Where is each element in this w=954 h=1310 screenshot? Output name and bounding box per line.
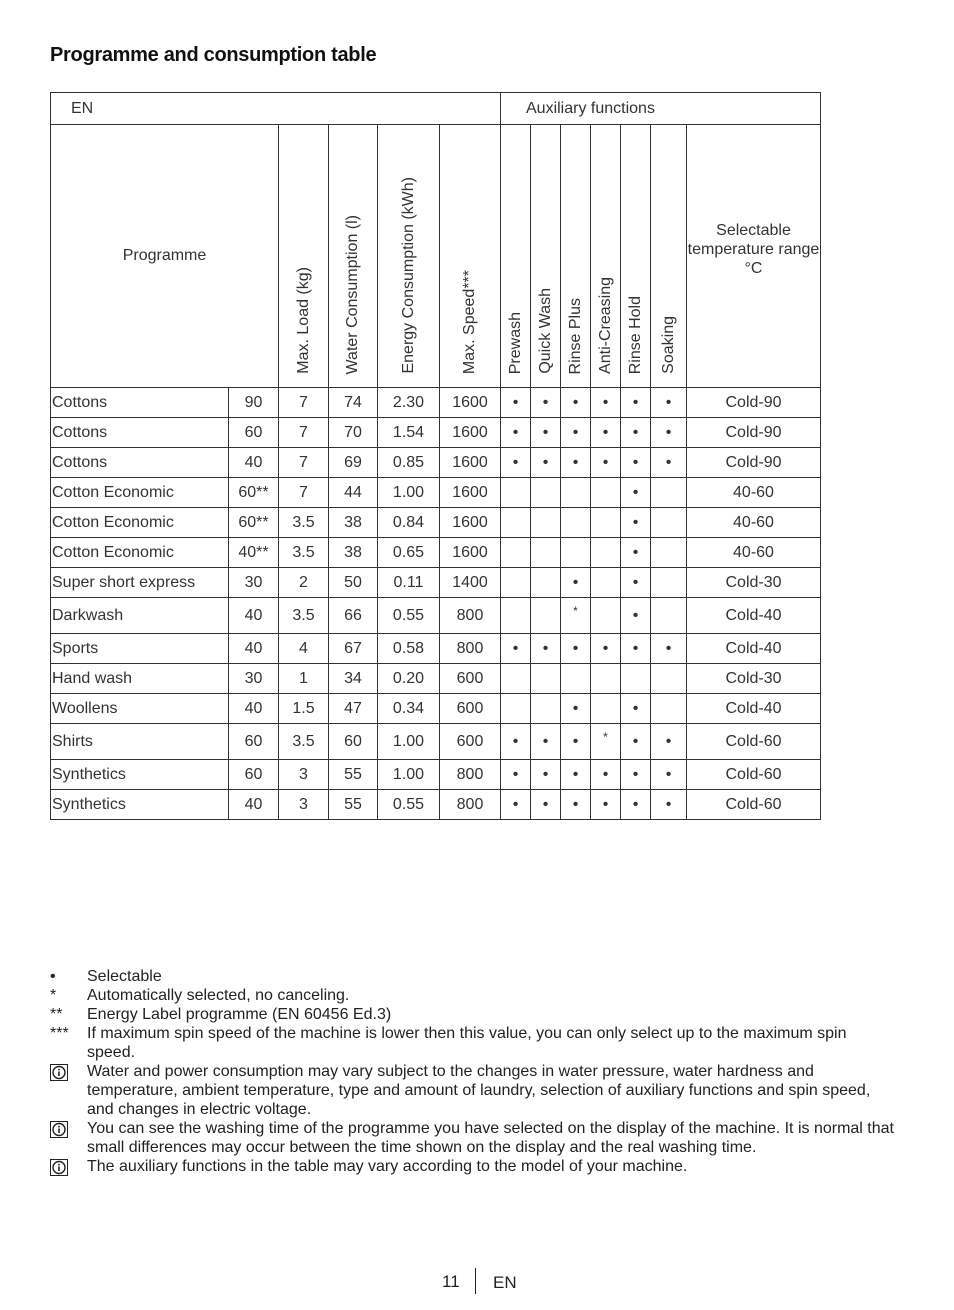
- soaking-cell: [651, 568, 687, 598]
- legend-item: [50, 1024, 895, 1062]
- anti-creasing-cell: •: [591, 388, 621, 418]
- water-consumption-cell: 67: [329, 634, 378, 664]
- water-consumption-cell: 55: [329, 760, 378, 790]
- temperature-range-cell: 40-60: [687, 508, 821, 538]
- energy-consumption-cell: 0.85: [378, 448, 440, 478]
- max-load-cell: 4: [279, 634, 329, 664]
- rinse-plus-cell: •: [561, 634, 591, 664]
- max-speed-cell: 600: [440, 724, 501, 760]
- max-load-cell: 3: [279, 760, 329, 790]
- programme-name-cell: Cottons: [51, 388, 229, 418]
- prewash-cell: [501, 538, 531, 568]
- prewash-cell: [501, 478, 531, 508]
- rinse-hold-cell: •: [621, 418, 651, 448]
- legend-text: Automatically selected, no canceling.: [87, 987, 350, 1004]
- quick-wash-cell: [531, 508, 561, 538]
- note-text: Water and power consumption may vary subject to the changes in water pressure, water hardness and temperature, ambient temperature, type and amount of laundry, selection of auxiliary functions and spin speed, and changes in electric voltage.: [87, 1063, 871, 1118]
- anti-creasing-cell: *: [591, 724, 621, 760]
- anti-creasing-cell: •: [591, 634, 621, 664]
- anti-creasing-header: Anti-Creasing: [591, 125, 621, 388]
- temperature-cell: 60: [229, 724, 279, 760]
- max-load-cell: 3.5: [279, 538, 329, 568]
- programme-name-cell: Super short express: [51, 568, 229, 598]
- soaking-header: Soaking: [651, 125, 687, 388]
- max-load-cell: 2: [279, 568, 329, 598]
- programme-name-cell: Cottons: [51, 448, 229, 478]
- water-consumption-cell: 70: [329, 418, 378, 448]
- water-consumption-cell: 60: [329, 724, 378, 760]
- temperature-range-cell: Cold-40: [687, 694, 821, 724]
- quick-wash-cell: •: [531, 388, 561, 418]
- rinse-hold-cell: •: [621, 538, 651, 568]
- anti-creasing-cell: [591, 568, 621, 598]
- programme-name-cell: Cotton Economic: [51, 508, 229, 538]
- soaking-cell: •: [651, 724, 687, 760]
- legend-item: [50, 986, 895, 1005]
- water-consumption-cell: 74: [329, 388, 378, 418]
- quick-wash-cell: •: [531, 724, 561, 760]
- energy-consumption-cell: 0.65: [378, 538, 440, 568]
- max-load-cell: 7: [279, 418, 329, 448]
- rinse-hold-cell: •: [621, 568, 651, 598]
- water-consumption-cell: 69: [329, 448, 378, 478]
- temperature-range-cell: Cold-60: [687, 724, 821, 760]
- prewash-cell: •: [501, 448, 531, 478]
- energy-consumption-cell: 2.30: [378, 388, 440, 418]
- max-load-cell: 7: [279, 448, 329, 478]
- info-note: [50, 1157, 895, 1179]
- energy-consumption-cell: 0.55: [378, 598, 440, 634]
- prewash-cell: [501, 694, 531, 724]
- max-speed-cell: 1600: [440, 538, 501, 568]
- rinse-plus-cell: •: [561, 790, 591, 820]
- prewash-cell: •: [501, 790, 531, 820]
- rinse-plus-cell: •: [561, 388, 591, 418]
- legend-item: [50, 1005, 895, 1024]
- programme-name-cell: Cotton Economic: [51, 538, 229, 568]
- max-speed-cell: 800: [440, 598, 501, 634]
- rinse-plus-cell: [561, 664, 591, 694]
- table-row: [51, 694, 821, 724]
- max-speed-cell: 1600: [440, 448, 501, 478]
- programme-name-cell: Shirts: [51, 724, 229, 760]
- anti-creasing-cell: [591, 478, 621, 508]
- rinse-hold-cell: [621, 664, 651, 694]
- energy-consumption-cell: 0.34: [378, 694, 440, 724]
- info-note: [50, 1062, 895, 1119]
- prewash-cell: [501, 598, 531, 634]
- soaking-cell: [651, 664, 687, 694]
- legend-text: Energy Label programme (EN 60456 Ed.3): [87, 1006, 392, 1023]
- legend-text: Selectable: [87, 968, 162, 985]
- prewash-cell: •: [501, 418, 531, 448]
- table-row: [51, 538, 821, 568]
- prewash-cell: [501, 664, 531, 694]
- rinse-hold-header: Rinse Hold: [621, 125, 651, 388]
- rinse-hold-cell: •: [621, 760, 651, 790]
- info-icon: [50, 1121, 68, 1138]
- temperature-range-cell: 40-60: [687, 538, 821, 568]
- quick-wash-cell: •: [531, 760, 561, 790]
- table-row: [51, 760, 821, 790]
- temperature-range-header: Selectable temperature range °C: [687, 125, 821, 388]
- soaking-cell: •: [651, 790, 687, 820]
- quick-wash-cell: [531, 478, 561, 508]
- temperature-range-cell: Cold-40: [687, 598, 821, 634]
- rinse-hold-cell: •: [621, 388, 651, 418]
- quick-wash-cell: [531, 568, 561, 598]
- quick-wash-cell: •: [531, 790, 561, 820]
- temperature-cell: 60: [229, 760, 279, 790]
- max-load-header: Max. Load (kg): [279, 125, 329, 388]
- rinse-hold-cell: •: [621, 694, 651, 724]
- water-consumption-header: Water Consumption (l): [329, 125, 378, 388]
- temperature-cell: 60**: [229, 508, 279, 538]
- soaking-cell: [651, 538, 687, 568]
- temperature-cell: 30: [229, 664, 279, 694]
- footer-divider: [475, 1268, 476, 1294]
- max-load-cell: 3.5: [279, 508, 329, 538]
- rinse-hold-cell: •: [621, 448, 651, 478]
- rinse-plus-cell: •: [561, 448, 591, 478]
- page-number: 11: [442, 1272, 460, 1291]
- max-load-cell: 3.5: [279, 598, 329, 634]
- energy-consumption-header: Energy Consumption (kWh): [378, 125, 440, 388]
- programme-name-cell: Sports: [51, 634, 229, 664]
- max-load-cell: 3: [279, 790, 329, 820]
- max-speed-cell: 1600: [440, 478, 501, 508]
- anti-creasing-cell: [591, 538, 621, 568]
- programme-name-cell: Darkwash: [51, 598, 229, 634]
- programme-name-cell: Cottons: [51, 418, 229, 448]
- rinse-hold-cell: •: [621, 508, 651, 538]
- legend-item: [50, 967, 895, 986]
- energy-consumption-cell: 0.58: [378, 634, 440, 664]
- energy-consumption-cell: 0.11: [378, 568, 440, 598]
- prewash-cell: •: [501, 634, 531, 664]
- legend-text: If maximum spin speed of the machine is lower then this value, you can only select up to the maximum spin speed.: [87, 1025, 847, 1061]
- note-text: You can see the washing time of the programme you have selected on the display of the machine. It is normal that small differences may occur between the time shown on the display and the real washing time.: [87, 1120, 894, 1156]
- temperature-range-cell: Cold-90: [687, 388, 821, 418]
- rinse-hold-cell: •: [621, 790, 651, 820]
- temperature-cell: 30: [229, 568, 279, 598]
- water-consumption-cell: 50: [329, 568, 378, 598]
- temperature-cell: 60**: [229, 478, 279, 508]
- quick-wash-cell: •: [531, 448, 561, 478]
- max-speed-cell: 1600: [440, 508, 501, 538]
- max-load-cell: 3.5: [279, 724, 329, 760]
- prewash-cell: •: [501, 388, 531, 418]
- legend: [50, 967, 895, 1179]
- temperature-cell: 40: [229, 634, 279, 664]
- soaking-cell: •: [651, 760, 687, 790]
- programme-name-cell: Synthetics: [51, 760, 229, 790]
- table-row: [51, 388, 821, 418]
- max-speed-cell: 600: [440, 694, 501, 724]
- table-row: [51, 634, 821, 664]
- info-icon: [50, 1064, 68, 1081]
- page-title: Programme and consumption table: [50, 44, 377, 66]
- table-row: [51, 418, 821, 448]
- soaking-cell: [651, 598, 687, 634]
- soaking-cell: [651, 694, 687, 724]
- temperature-range-cell: Cold-30: [687, 568, 821, 598]
- water-consumption-cell: 47: [329, 694, 378, 724]
- quick-wash-header: Quick Wash: [531, 125, 561, 388]
- quick-wash-cell: [531, 664, 561, 694]
- temperature-range-cell: Cold-90: [687, 448, 821, 478]
- temperature-cell: 40: [229, 448, 279, 478]
- prewash-cell: •: [501, 760, 531, 790]
- rinse-plus-cell: [561, 538, 591, 568]
- anti-creasing-cell: •: [591, 790, 621, 820]
- table-row: [51, 568, 821, 598]
- temperature-range-cell: Cold-60: [687, 790, 821, 820]
- soaking-cell: •: [651, 448, 687, 478]
- water-consumption-cell: 66: [329, 598, 378, 634]
- table-language-label: EN: [51, 93, 501, 125]
- legend-symbol: •: [50, 968, 56, 985]
- soaking-cell: [651, 478, 687, 508]
- anti-creasing-cell: [591, 508, 621, 538]
- quick-wash-cell: •: [531, 418, 561, 448]
- note-text: The auxiliary functions in the table may vary according to the model of your machine.: [87, 1158, 688, 1175]
- temperature-range-cell: Cold-90: [687, 418, 821, 448]
- water-consumption-cell: 38: [329, 538, 378, 568]
- rinse-plus-cell: •: [561, 568, 591, 598]
- table-row: [51, 724, 821, 760]
- table-row: [51, 664, 821, 694]
- rinse-plus-cell: *: [561, 598, 591, 634]
- water-consumption-cell: 44: [329, 478, 378, 508]
- max-load-cell: 7: [279, 478, 329, 508]
- legend-symbol: ***: [50, 1025, 69, 1042]
- table-row: [51, 508, 821, 538]
- auxiliary-functions-header: Auxiliary functions: [501, 93, 821, 125]
- legend-symbol: **: [50, 1006, 63, 1023]
- max-speed-cell: 600: [440, 664, 501, 694]
- rinse-plus-cell: [561, 478, 591, 508]
- temperature-cell: 40**: [229, 538, 279, 568]
- rinse-plus-cell: •: [561, 724, 591, 760]
- temperature-range-cell: Cold-60: [687, 760, 821, 790]
- water-consumption-cell: 38: [329, 508, 378, 538]
- rinse-plus-cell: •: [561, 418, 591, 448]
- energy-consumption-cell: 1.00: [378, 760, 440, 790]
- programme-table: [50, 92, 821, 820]
- prewash-cell: [501, 568, 531, 598]
- temperature-cell: 60: [229, 418, 279, 448]
- energy-consumption-cell: 1.54: [378, 418, 440, 448]
- anti-creasing-cell: [591, 598, 621, 634]
- energy-consumption-cell: 0.84: [378, 508, 440, 538]
- max-speed-cell: 800: [440, 760, 501, 790]
- rinse-hold-cell: •: [621, 598, 651, 634]
- max-load-cell: 7: [279, 388, 329, 418]
- temperature-cell: 90: [229, 388, 279, 418]
- prewash-header: Prewash: [501, 125, 531, 388]
- anti-creasing-cell: •: [591, 760, 621, 790]
- programme-name-cell: Synthetics: [51, 790, 229, 820]
- soaking-cell: [651, 508, 687, 538]
- rinse-plus-cell: •: [561, 760, 591, 790]
- soaking-cell: •: [651, 388, 687, 418]
- programme-name-cell: Cotton Economic: [51, 478, 229, 508]
- rinse-plus-cell: •: [561, 694, 591, 724]
- rinse-hold-cell: •: [621, 478, 651, 508]
- temperature-range-cell: Cold-40: [687, 634, 821, 664]
- quick-wash-cell: •: [531, 634, 561, 664]
- temperature-cell: 40: [229, 598, 279, 634]
- energy-consumption-cell: 0.20: [378, 664, 440, 694]
- max-load-cell: 1: [279, 664, 329, 694]
- rinse-plus-header: Rinse Plus: [561, 125, 591, 388]
- rinse-hold-cell: •: [621, 634, 651, 664]
- quick-wash-cell: [531, 694, 561, 724]
- table-row: [51, 478, 821, 508]
- soaking-cell: •: [651, 634, 687, 664]
- energy-consumption-cell: 0.55: [378, 790, 440, 820]
- max-speed-cell: 800: [440, 790, 501, 820]
- programme-name-cell: Woollens: [51, 694, 229, 724]
- temperature-cell: 40: [229, 790, 279, 820]
- quick-wash-cell: [531, 538, 561, 568]
- info-icon: [50, 1159, 68, 1176]
- prewash-cell: [501, 508, 531, 538]
- quick-wash-cell: [531, 598, 561, 634]
- table-row: [51, 448, 821, 478]
- energy-consumption-cell: 1.00: [378, 478, 440, 508]
- footer-language: EN: [493, 1273, 517, 1292]
- rinse-plus-cell: [561, 508, 591, 538]
- anti-creasing-cell: •: [591, 448, 621, 478]
- rinse-hold-cell: •: [621, 724, 651, 760]
- anti-creasing-cell: •: [591, 418, 621, 448]
- max-load-cell: 1.5: [279, 694, 329, 724]
- table-row: [51, 598, 821, 634]
- anti-creasing-cell: [591, 694, 621, 724]
- water-consumption-cell: 34: [329, 664, 378, 694]
- anti-creasing-cell: [591, 664, 621, 694]
- max-speed-cell: 1600: [440, 388, 501, 418]
- legend-symbol: *: [50, 987, 57, 1004]
- max-speed-cell: 800: [440, 634, 501, 664]
- programme-header: Programme: [51, 125, 279, 388]
- info-note: [50, 1119, 895, 1157]
- programme-name-cell: Hand wash: [51, 664, 229, 694]
- table-row: [51, 790, 821, 820]
- soaking-cell: •: [651, 418, 687, 448]
- energy-consumption-cell: 1.00: [378, 724, 440, 760]
- water-consumption-cell: 55: [329, 790, 378, 820]
- temperature-range-cell: Cold-30: [687, 664, 821, 694]
- temperature-range-cell: 40-60: [687, 478, 821, 508]
- max-speed-cell: 1400: [440, 568, 501, 598]
- max-speed-header: Max. Speed***: [440, 125, 501, 388]
- prewash-cell: •: [501, 724, 531, 760]
- max-speed-cell: 1600: [440, 418, 501, 448]
- temperature-cell: 40: [229, 694, 279, 724]
